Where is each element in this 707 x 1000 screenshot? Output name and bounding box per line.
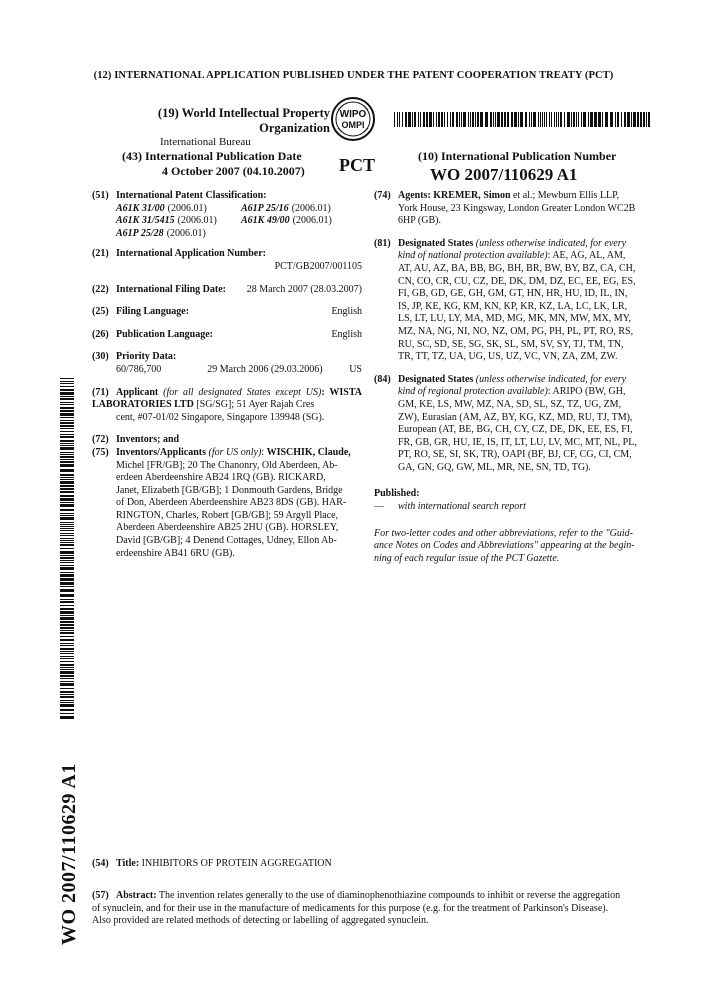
- pub-lang-label: Publication Language:: [116, 328, 213, 340]
- abstract-code: (57): [92, 890, 109, 901]
- classification-date-2: (2006.01): [292, 215, 332, 227]
- pub-date-label: International Publication Date: [145, 149, 302, 163]
- classification-row: [116, 215, 362, 228]
- org-block: [110, 106, 330, 148]
- designated-national-line: : AE, AG, AL, AM,: [547, 250, 626, 262]
- document-header: (12) INTERNATIONAL APPLICATION PUBLISHED UNDER THE PATENT COOPERATION TREATY (PCT): [93, 70, 614, 81]
- inventors-line: erdeenshire AB41 6RU (GB).: [116, 547, 235, 559]
- filing-date-value: 28 March 2007 (28.03.2007): [246, 283, 362, 295]
- designated-national-qualifier-2: kind of national protection available): [398, 250, 548, 262]
- title-section: [92, 858, 672, 871]
- designated-national-line: AT, AU, AZ, BA, BB, BG, BH, BR, BW, BY, BZ, CA, CH,: [398, 262, 636, 274]
- filing-lang-code: (25): [92, 306, 109, 318]
- filing-date-label: International Filing Date:: [116, 283, 226, 295]
- org-bureau: International Bureau: [160, 136, 251, 148]
- designated-national-qualifier: (unless otherwise indicated, for every: [475, 237, 627, 249]
- title-code: (54): [92, 858, 109, 869]
- side-publication-number: WO 2007/110629 A1: [58, 763, 80, 945]
- applicant-name: WISTA LABORATORIES LTD: [92, 386, 363, 411]
- guidance-line: ning of each regular issue of the PCT Gazette.: [374, 552, 560, 564]
- classification-date-1: (2006.01): [166, 227, 206, 239]
- app-number-code: (21): [92, 248, 109, 260]
- agents-code: (74): [374, 190, 391, 201]
- applicant-address-2: cent, #07-01/02 Singapore, Singapore 139948 (SG).: [116, 411, 325, 423]
- inventors-code-72: (72): [92, 434, 109, 446]
- classification-row: [116, 228, 362, 241]
- app-number-label: International Application Number:: [116, 248, 267, 260]
- inventors-line: Janet, Elizabeth [GB/GB]; 1 Donmouth Gardens, Bridge: [116, 484, 343, 496]
- agents-name: KREMER, Simon: [433, 190, 511, 201]
- designated-regional-line: : ARIPO (BW, GH,: [547, 386, 626, 398]
- barcode-side: [60, 378, 74, 720]
- applicant-code: (71): [92, 386, 109, 398]
- wipo-logo: [330, 96, 376, 142]
- priority-label: Priority Data:: [116, 351, 177, 363]
- inventors-section: (72) Inventors; and (75) Inventors/Applicants (for US only): WISCHIK, Claude, Michel [FR/GB]; 20 The Chanonry, Old Aberdeen, Ab- erdeen Aberdeenshire AB24 1RQ (GB). RICKARD, Janet, Elizabeth [GB/GB]; 1 Donmouth Gardens, Bridge of Don, Aberdeen Aberdeenshire AB23 8DS (GB). HAR- RINGTON, Charles, Robert [GB/GB]; 59 Argyll Place, Aberdeen Aberdeenshire AB25 2HU (GB). HORSLEY, David [GB/GB]; 4 Denend Cottages, Udney, Ellon Ab- erdeenshire AB41 6RU (GB).: [92, 434, 362, 560]
- designated-national-line: TR, TT, TZ, UA, UG, US, UZ, VC, VN, ZA, ZM, ZW.: [398, 351, 618, 363]
- inventors-line: RINGTON, Charles, Robert [GB/GB]; 59 Argyll Place,: [116, 509, 339, 521]
- published-section: [374, 488, 662, 513]
- classification-code-1: A61P 25/28: [116, 227, 164, 239]
- pub-date-value: 4 October 2007 (04.10.2007): [162, 164, 305, 178]
- pub-lang-section: [92, 329, 362, 342]
- filing-lang-value: English: [331, 306, 362, 318]
- designated-regional-section: [374, 374, 662, 475]
- priority-date: 29 March 2006 (29.03.2006): [207, 363, 323, 375]
- inventors-line: David [GB/GB]; 4 Denend Cottages, Udney, Ellon Ab-: [116, 535, 337, 547]
- designated-regional-line: ZW), Eurasian (AM, AZ, BY, KG, KZ, MD, RU, TJ, TM),: [398, 411, 633, 423]
- filing-lang-label: Filing Language:: [116, 306, 190, 318]
- designated-national-lines: [374, 263, 662, 364]
- pct-label: PCT: [339, 155, 375, 175]
- barcode-top: [394, 112, 650, 127]
- org-code: (19): [157, 106, 179, 120]
- agents-line: 6HP (GB).: [398, 215, 441, 227]
- title-label: Title:: [116, 858, 140, 869]
- abstract-label: Abstract:: [116, 890, 157, 901]
- designated-regional-line: PT, RO, SE, SI, SK, TR), OAPI (BF, BJ, CF, CG, CI, CM,: [398, 449, 632, 461]
- designated-national-line: FI, GB, GD, GE, GH, GM, GT, HN, HR, HU, ID, IL, IN,: [398, 288, 628, 300]
- guidance-line: For two-letter codes and other abbreviations, refer to the "Guid-: [374, 527, 633, 539]
- pub-number-value: WO 2007/110629 A1: [430, 165, 578, 184]
- classification-code-1: A61K 31/5415: [116, 215, 175, 227]
- abstract-line: The invention relates generally to the use of diaminophenothiazine compounds to inhibit or reverse the aggregation: [158, 890, 621, 901]
- abstract-line: of synuclein, and for their use in the manufacture of medicaments for this purpose (e.g. for the treatment of Parkinson's Disease).: [92, 902, 609, 914]
- applicant-address-1: [SG/SG]; 51 Ayer Rajah Cres: [196, 399, 315, 411]
- designated-regional-qualifier-2: kind of regional protection available): [398, 386, 548, 398]
- classification-date-1: (2006.01): [167, 202, 207, 214]
- inventors-lines: [92, 460, 362, 561]
- title-value: INHIBITORS OF PROTEIN AGGREGATION: [141, 858, 332, 869]
- app-number-section: [92, 248, 362, 273]
- designated-national-label: Designated States: [398, 237, 474, 249]
- priority-number: 60/786,700: [116, 363, 162, 375]
- published-label: Published:: [374, 488, 420, 500]
- designated-regional-line: GM, KE, LS, MW, MZ, NA, SD, SL, SZ, TZ, UG, ZM,: [398, 398, 622, 410]
- classification-code: (51): [92, 190, 109, 201]
- inventors-line: WISCHIK, Claude,: [266, 446, 351, 458]
- pub-number-code: (10): [418, 149, 438, 163]
- designated-regional-line: European (AT, BE, BG, CH, CY, CZ, DE, DK, EE, ES, FI,: [398, 424, 633, 436]
- filing-lang-section: [92, 306, 362, 319]
- right-column: [374, 190, 662, 565]
- app-number-value: PCT/GB2007/001105: [274, 260, 362, 272]
- inventors-code-75: (75): [92, 446, 109, 458]
- inventors-line: Aberdeen Aberdeenshire AB25 2HU (GB). HORSLEY,: [116, 522, 339, 534]
- designated-national-line: LS, LT, LU, LY, MA, MD, MG, MK, MN, MW, MX, MY,: [398, 313, 632, 325]
- pub-lang-code: (26): [92, 328, 109, 340]
- agents-line: York House, 23 Kingsway, London Greater London WC2B: [398, 202, 636, 214]
- filing-date-section: [92, 284, 362, 297]
- dash-bullet: —: [374, 501, 384, 513]
- published-item: with international search report: [398, 501, 526, 513]
- inventors-line: Michel [FR/GB]; 20 The Chanonry, Old Aberdeen, Ab-: [116, 459, 338, 471]
- classification-code-2: A61P 25/16: [241, 202, 289, 214]
- classification-date-1: (2006.01): [177, 215, 217, 227]
- applicant-section: (71) Applicant (for all designated States except US): WISTA LABORATORIES LTD [SG/SG]; 51 Ayer Rajah Cres cent, #07-01/02 Singapore, Singapore 139948 (SG).: [92, 386, 363, 423]
- designated-regional-code: (84): [374, 373, 391, 385]
- designated-regional-label: Designated States: [398, 373, 474, 385]
- classification-date-2: (2006.01): [291, 202, 331, 214]
- classification-code-1: A61K 31/00: [116, 202, 165, 214]
- inventors-label-75: Inventors/Applicants: [116, 446, 207, 458]
- designated-regional-line: FR, GB, GR, HU, IE, IS, IT, LT, LU, LV, MC, MT, NL, PL,: [398, 436, 637, 448]
- designated-regional-lines: [374, 399, 662, 475]
- left-column: [92, 190, 362, 560]
- designated-national-line: RU, SC, SD, SE, SG, SK, SL, SM, SV, SY, TJ, TM, TN,: [398, 338, 624, 350]
- priority-code: (30): [92, 351, 109, 363]
- priority-section: [92, 351, 362, 376]
- agents-line: et al.; Mewburn Ellis LLP,: [513, 190, 620, 201]
- inventors-qualifier: (for US only): [208, 446, 262, 458]
- designated-national-section: [374, 238, 662, 364]
- inventors-line: erdeen Aberdeenshire AB24 1RQ (GB). RICKARD,: [116, 472, 326, 484]
- pub-date-block: [122, 149, 322, 179]
- designated-national-line: IS, JP, KE, KG, KM, KN, KP, KR, KZ, LA, LC, LK, LR,: [398, 300, 628, 312]
- pub-date-code: (43): [122, 149, 142, 163]
- pub-number-label: International Publication Number: [441, 149, 617, 163]
- org-name: World Intellectual Property Organization: [181, 106, 330, 135]
- designated-regional-qualifier: (unless otherwise indicated, for every: [475, 373, 627, 385]
- classification-section: [92, 190, 362, 240]
- classification-row: [116, 203, 362, 216]
- classification-code-2: A61K 49/00: [241, 215, 290, 227]
- inventors-line: of Don, Aberdeen Aberdeenshire AB23 8DS (GB). HAR-: [116, 497, 347, 509]
- pub-lang-value: English: [331, 328, 362, 340]
- guidance-line: ance Notes on Codes and Abbreviations" appearing at the begin-: [374, 540, 635, 552]
- applicant-qualifier: (for all designated States except US): [163, 386, 322, 398]
- classification-rows: [92, 203, 362, 241]
- designated-regional-line: GA, GN, GQ, GW, ML, MR, NE, SN, TD, TG).: [398, 461, 591, 473]
- filing-date-code: (22): [92, 283, 109, 295]
- inventors-label-72: Inventors; and: [116, 434, 180, 446]
- priority-country: US: [349, 363, 362, 375]
- classification-label: International Patent Classification:: [116, 190, 267, 201]
- guidance-note: [374, 528, 662, 566]
- svg-text:OMPI: OMPI: [341, 120, 365, 130]
- agents-section: [374, 190, 662, 228]
- agents-label: Agents:: [398, 190, 431, 201]
- applicant-label: Applicant: [116, 386, 159, 398]
- abstract-line: Also provided are related methods of detecting or labelling of aggregated synuclein.: [92, 915, 429, 927]
- abstract-section: [92, 890, 672, 928]
- pub-number-block: [418, 149, 658, 185]
- designated-national-line: MZ, NA, NG, NI, NO, NZ, OM, PG, PH, PL, PT, RO, RS,: [398, 325, 634, 337]
- designated-national-code: (81): [374, 237, 391, 249]
- svg-text:WIPO: WIPO: [339, 109, 367, 120]
- designated-national-line: CN, CO, CR, CU, CZ, DE, DK, DM, DZ, EC, EE, EG, ES,: [398, 275, 636, 287]
